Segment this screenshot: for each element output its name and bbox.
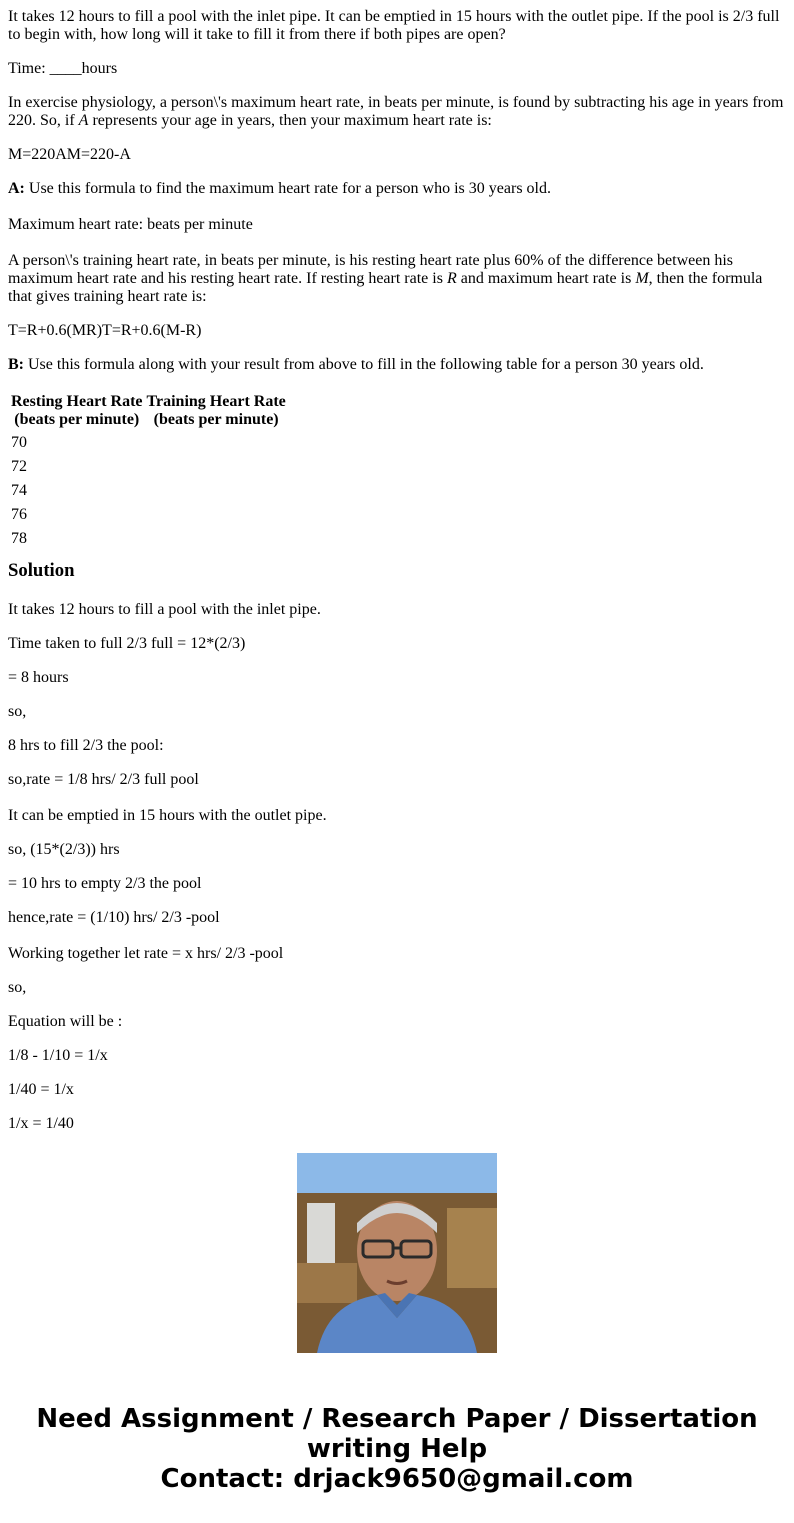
- table-row: [10, 432, 287, 454]
- physiology-intro-text-2: represents your age in years, then your maximum heart rate is:: [88, 112, 492, 129]
- time-blank: ____: [49, 60, 82, 77]
- resting-rate-cell: 76: [11, 506, 27, 523]
- variable-m: M: [635, 270, 649, 287]
- part-b-instruction: [8, 356, 786, 374]
- training-rate-cell: [146, 456, 287, 478]
- footer-line-1: Need Assignment / Research Paper / Dissertation: [36, 1404, 758, 1434]
- table-row: [10, 456, 287, 478]
- training-rate-cell: [146, 504, 287, 526]
- training-intro-text-1: A person\'s training heart rate, in beats per minute, is his resting heart rate plus 60% of the difference between his maximum heart rate and his resting heart rate. If resting heart rate is: [8, 252, 734, 287]
- part-a-instruction: [8, 180, 786, 198]
- solution-line: 8 hrs to fill 2/3 the pool:: [8, 737, 164, 754]
- training-heart-rate-intro: [8, 252, 786, 306]
- solution-line: 1/x = 1/40: [8, 1115, 74, 1132]
- resting-rate-cell: 78: [11, 530, 27, 547]
- solution-line: so,: [8, 979, 27, 996]
- part-b-text: Use this formula along with your result from above to fill in the following table for a person 30 years old.: [24, 356, 704, 373]
- time-suffix: hours: [81, 60, 118, 77]
- solution-line: = 8 hours: [8, 669, 69, 686]
- variable-r: R: [446, 270, 457, 287]
- part-b-label: B:: [8, 356, 24, 373]
- solution-line: It can be emptied in 15 hours with the outlet pipe.: [8, 807, 327, 824]
- max-heart-rate-answer-line: Maximum heart rate: beats per minute: [8, 216, 253, 233]
- resting-rate-cell: 74: [11, 482, 27, 499]
- resting-rate-cell: 70: [11, 434, 27, 451]
- resting-heart-rate-header: [10, 392, 144, 430]
- max-heart-rate-formula: M=220AM=220-A: [8, 146, 131, 163]
- solution-line: so, (15*(2/3)) hrs: [8, 841, 120, 858]
- solution-line: so,: [8, 703, 27, 720]
- solution-line: = 10 hrs to empty 2/3 the pool: [8, 875, 202, 892]
- training-rate-cell: [146, 480, 287, 502]
- training-header-line-1: Training Heart Rate: [146, 393, 286, 410]
- document-content: [8, 0, 786, 1132]
- variable-a: A: [78, 112, 89, 129]
- solution-line: so,rate = 1/8 hrs/ 2/3 full pool: [8, 771, 199, 788]
- help-contact-banner: [0, 1404, 794, 1494]
- table-row: [10, 504, 287, 526]
- pool-question: It takes 12 hours to fill a pool with the inlet pipe. It can be emptied in 15 hours with the outlet pipe. If the pool is 2/3 full to begin with, how long will it take to fill it from there if both pipes are open?: [8, 8, 780, 43]
- solution-line: 1/40 = 1/x: [8, 1081, 74, 1098]
- solution-line: Working together let rate = x hrs/ 2/3 -pool: [8, 945, 284, 962]
- part-a-label: A:: [8, 180, 25, 197]
- training-header-line-2: (beats per minute): [153, 411, 279, 428]
- solution-line: It takes 12 hours to fill a pool with the inlet pipe.: [8, 601, 321, 618]
- footer-contact-line: Contact: drjack9650@gmail.com: [160, 1464, 634, 1494]
- table-row: [10, 528, 287, 550]
- training-intro-text-2: and maximum heart rate is: [456, 270, 636, 287]
- author-photo-illustration: [297, 1153, 497, 1353]
- time-prefix: Time:: [8, 60, 50, 77]
- training-heart-rate-header: [146, 392, 287, 430]
- time-answer-line: [8, 60, 786, 78]
- physiology-intro: [8, 94, 786, 130]
- solution-line: Equation will be :: [8, 1013, 123, 1030]
- training-rate-cell: [146, 432, 287, 454]
- table-header-row: [10, 392, 287, 430]
- solution-line: 1/8 - 1/10 = 1/x: [8, 1047, 108, 1064]
- solution-line: Time taken to full 2/3 full = 12*(2/3): [8, 635, 246, 652]
- table-row: [10, 480, 287, 502]
- author-photo: [297, 1153, 497, 1353]
- part-a-text: Use this formula to find the maximum heart rate for a person who is 30 years old.: [24, 180, 551, 197]
- training-rate-cell: [146, 528, 287, 550]
- resting-rate-cell: 72: [11, 458, 27, 475]
- footer-line-2: writing Help: [306, 1434, 488, 1464]
- training-heart-rate-formula: T=R+0.6(MR)T=R+0.6(M-R): [8, 322, 202, 339]
- physiology-intro-text-1: In exercise physiology, a person\'s maximum heart rate, in beats per minute, is found by subtracting his age in years from 220. So, if: [8, 94, 784, 129]
- training-intro-text-3: , then the formula that gives training heart rate is:: [8, 270, 763, 305]
- solution-heading: Solution: [8, 560, 75, 581]
- solution-line: hence,rate = (1/10) hrs/ 2/3 -pool: [8, 909, 220, 926]
- resting-header-line-1: Resting Heart Rate: [11, 393, 143, 410]
- heart-rate-table: [8, 390, 289, 552]
- resting-header-line-2: (beats per minute): [14, 411, 140, 428]
